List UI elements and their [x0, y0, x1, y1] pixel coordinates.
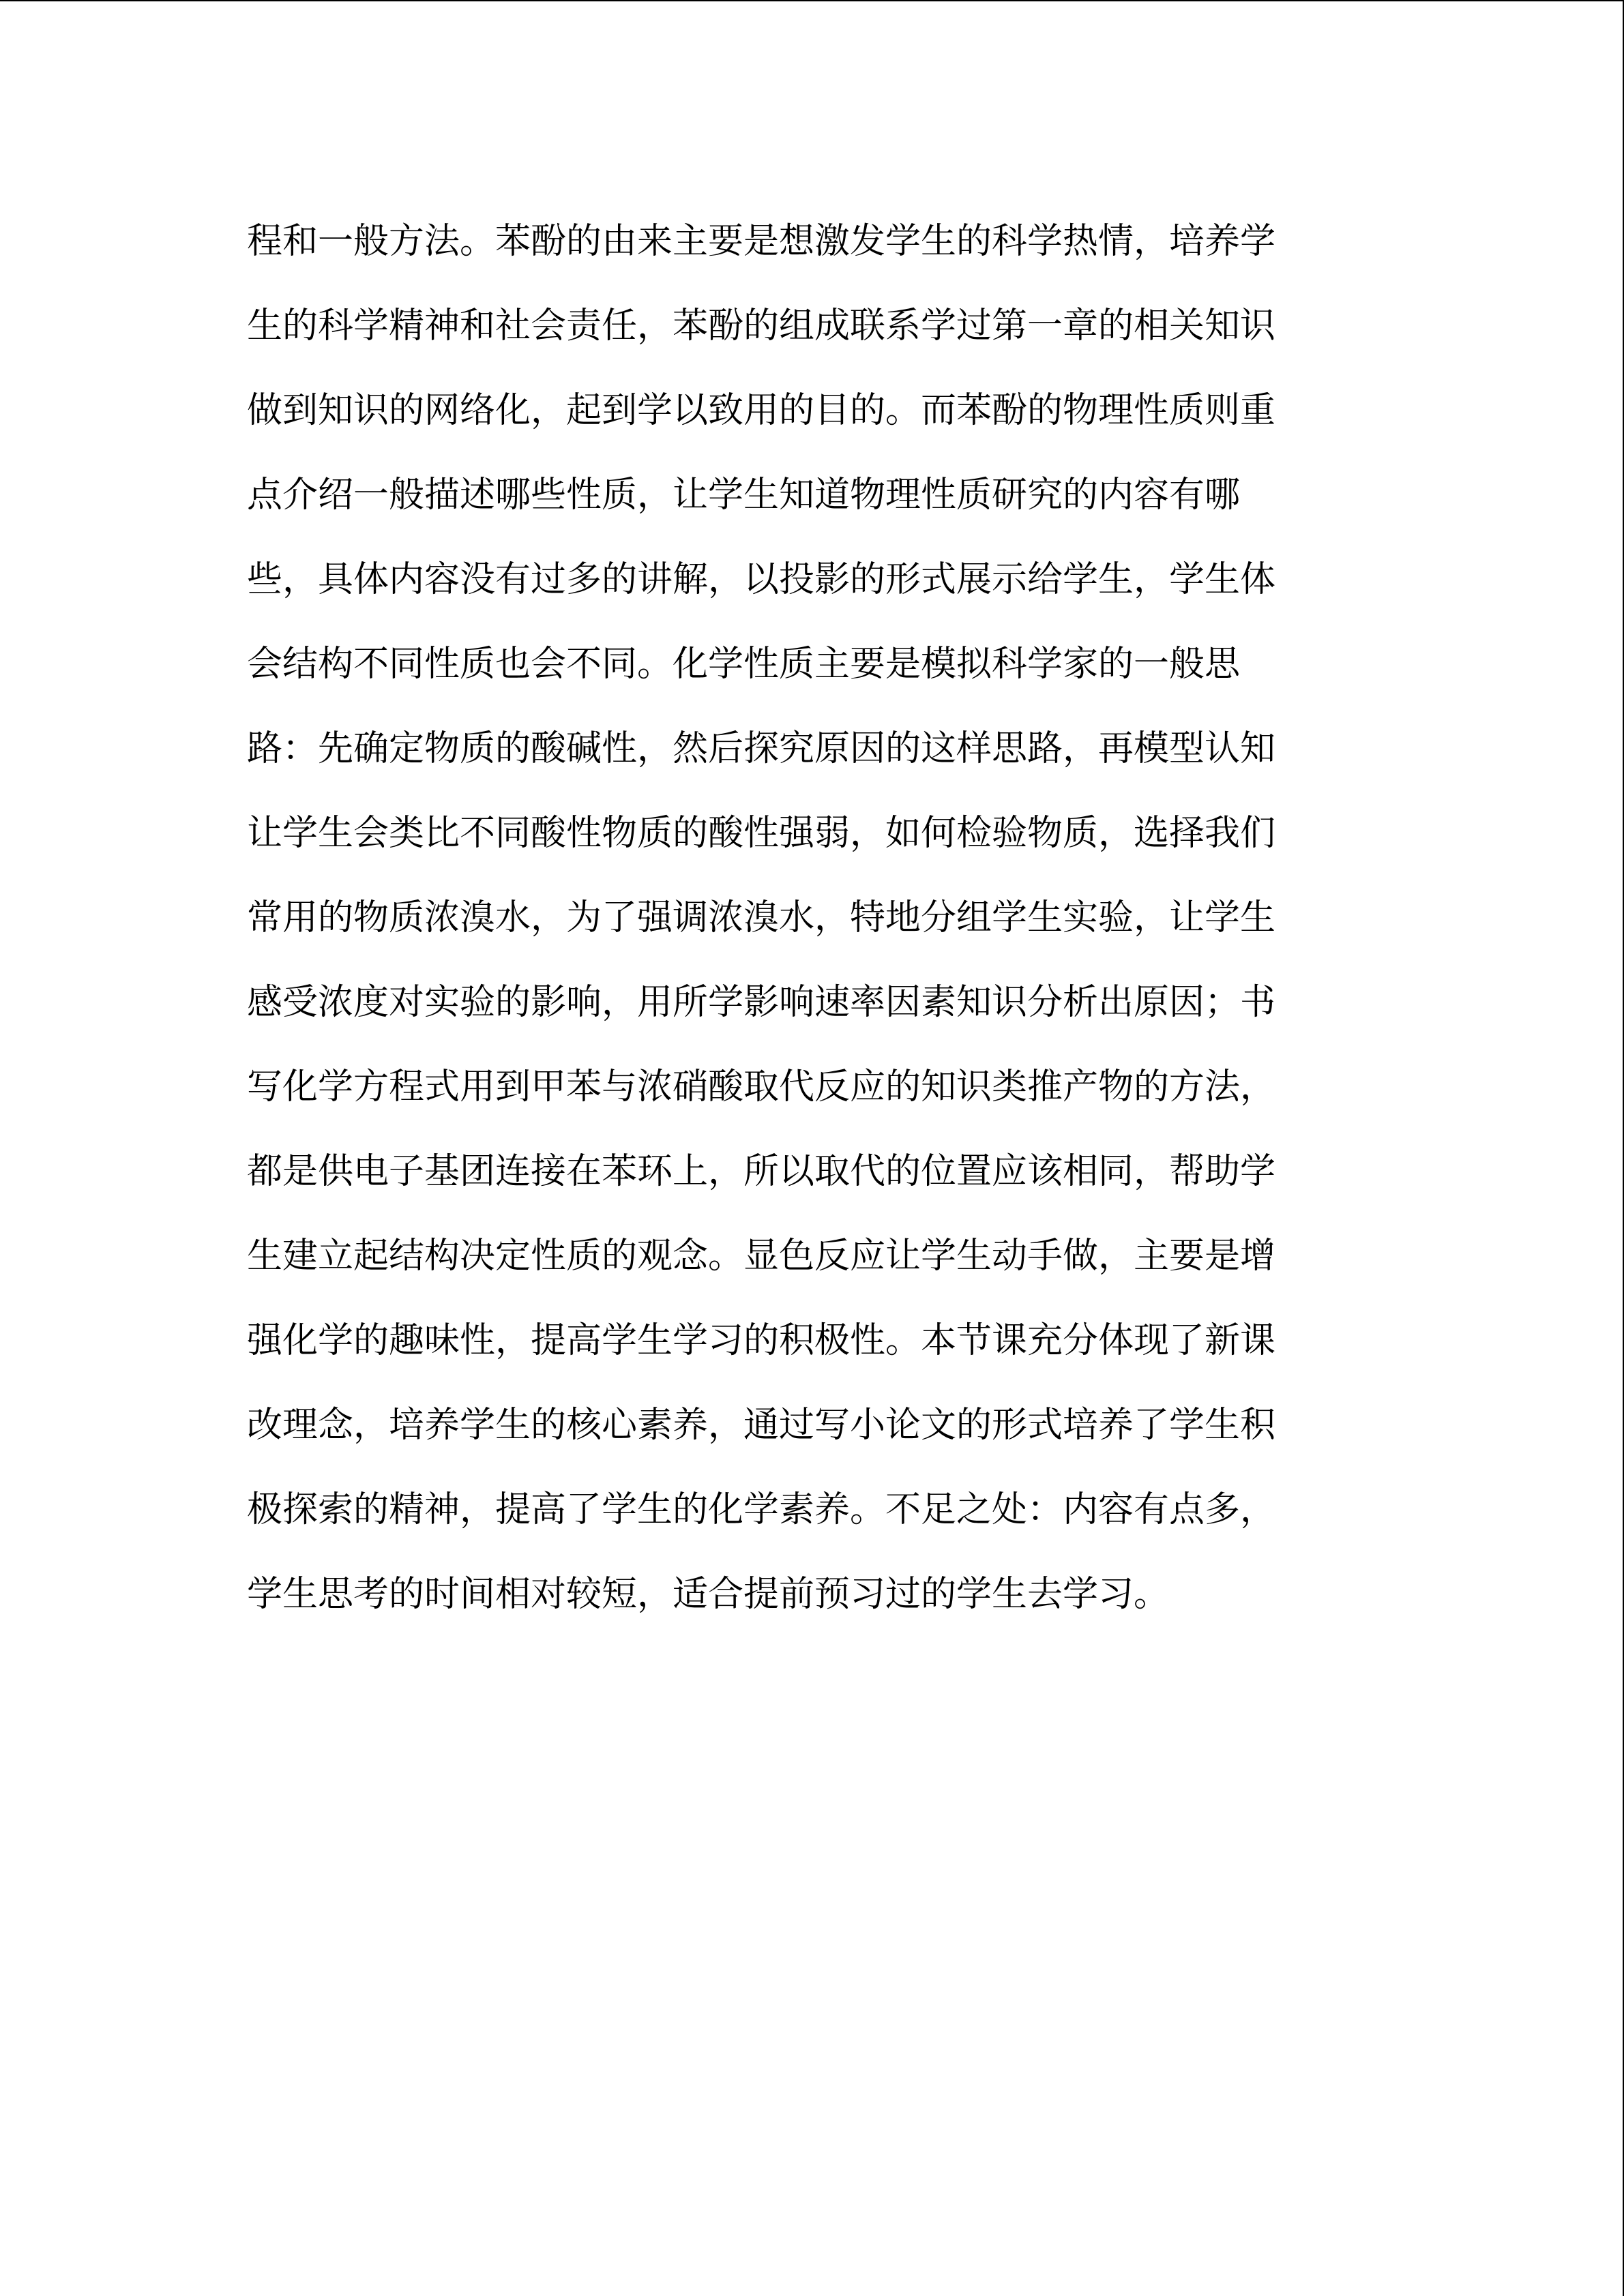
text-line: 写化学方程式用到甲苯与浓硝酸取代反应的知识类推产物的方法， [247, 1067, 1276, 1107]
text-line: 让学生会类比不同酸性物质的酸性强弱，如何检验物质，选择我们 [247, 813, 1276, 854]
text-line: 感受浓度对实验的影响，用所学影响速率因素知识分析出原因；书 [247, 982, 1276, 1023]
text-line: 会结构不同性质也会不同。化学性质主要是模拟科学家的一般思 [247, 644, 1241, 685]
text-line: 改理念，培养学生的核心素养，通过写小论文的形式培养了学生积 [247, 1405, 1276, 1446]
text-line: 强化学的趣味性，提高学生学习的积极性。本节课充分体现了新课 [247, 1320, 1276, 1361]
text-line: 学生思考的时间相对较短，适合提前预习过的学生去学习。 [247, 1574, 1170, 1615]
text-line: 点介绍一般描述哪些性质，让学生知道物理性质研究的内容有哪 [247, 475, 1241, 516]
text-line: 极探索的精神，提高了学生的化学素养。不足之处：内容有点多， [247, 1489, 1276, 1530]
text-line: 程和一般方法。苯酚的由来主要是想激发学生的科学热情，培养学 [247, 221, 1276, 262]
body-text [247, 199, 1359, 1637]
text-line: 常用的物质浓溴水，为了强调浓溴水，特地分组学生实验，让学生 [247, 897, 1276, 938]
text-line: 生建立起结构决定性质的观念。显色反应让学生动手做，主要是增 [247, 1236, 1276, 1277]
text-line: 都是供电子基团连接在苯环上，所以取代的位置应该相同，帮助学 [247, 1151, 1276, 1192]
text-line: 做到知识的网络化，起到学以致用的目的。而苯酚的物理性质则重 [247, 390, 1276, 431]
text-line: 生的科学精神和社会责任，苯酚的组成联系学过第一章的相关知识 [247, 305, 1276, 346]
text-line: 些，具体内容没有过多的讲解，以投影的形式展示给学生，学生体 [247, 559, 1276, 600]
text-line: 路：先确定物质的酸碱性，然后探究原因的这样思路，再模型认知 [247, 728, 1276, 769]
